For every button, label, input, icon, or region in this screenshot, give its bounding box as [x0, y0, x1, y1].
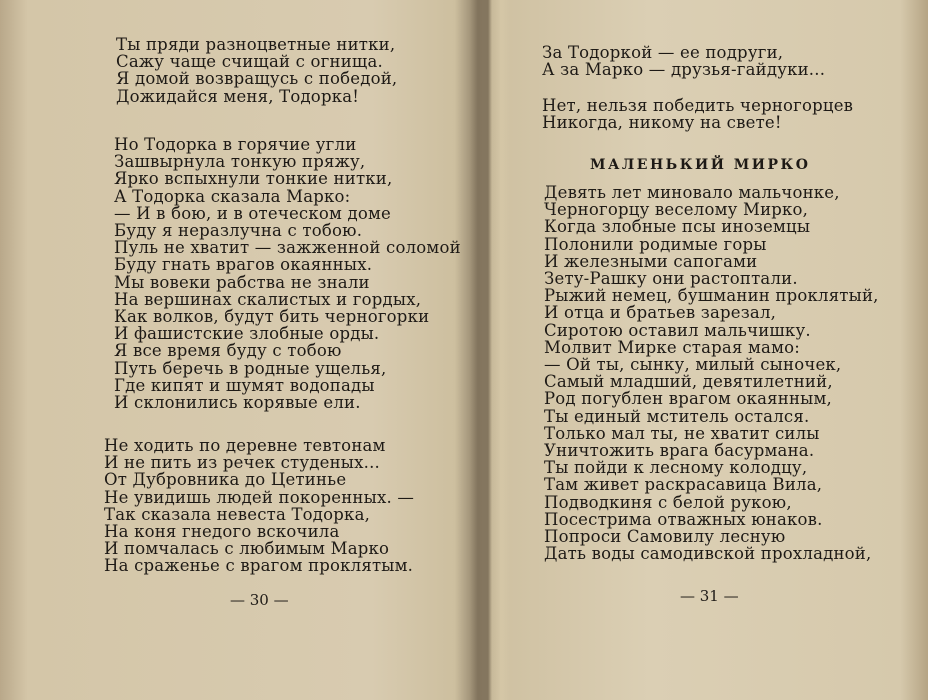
poem-line: За Тодоркой — ее подруги, [542, 43, 784, 62]
poem-line: Я домой возвращусь с победой, [116, 69, 398, 89]
poem-line: Род погублен врагом окаянным, [544, 389, 832, 409]
right-page [490, 0, 928, 700]
poem-line: Ярко вспыхнули тонкие нитки, [114, 169, 393, 189]
poem-line: Самый младший, девятилетний, [544, 372, 833, 392]
poem-line: Когда злобные псы иноземцы [544, 217, 811, 237]
poem-line: Только мал ты, не хватит силы [544, 423, 820, 443]
poem-line: Пуль не хватит — зажженной соломой [114, 238, 461, 258]
poem-line: Ты пойди к лесному колодцу, [544, 458, 808, 478]
poem-line: Как волков, будут бить черногорки [114, 307, 430, 327]
poem-line: Черногорцу веселому Мирко, [544, 200, 809, 220]
poem-line: — Ой ты, сынку, милый сыночек, [544, 355, 842, 375]
right-stanza-1 [542, 44, 825, 78]
right-stanza-2 [542, 97, 853, 131]
poem-line: И отца и братьев зарезал, [544, 303, 777, 323]
poem-line: Дать воды самодивской прохладной, [544, 544, 872, 564]
right-poem [544, 184, 879, 562]
poem-line: Мы вовеки рабства не знали [114, 272, 370, 292]
poem-line: А Тодорка сказала Марко: [114, 186, 351, 206]
poem-line: И склонились корявые ели. [114, 393, 361, 413]
poem-line: Попроси Самовилу лесную [544, 527, 786, 547]
poem-line: Девять лет миновало мальчонке, [544, 183, 840, 202]
poem-line: Так сказала невеста Тодорка, [104, 504, 371, 524]
poem-line: Нет, нельзя победить черногорцев [542, 96, 854, 115]
poem-line: Но Тодорка в горячие угли [114, 135, 357, 154]
left-stanza-3 [104, 437, 414, 575]
poem-line: Никогда, никому на свете! [542, 113, 782, 133]
poem-line: И железными сапогами [544, 251, 758, 271]
poem-line: И фашистские злобные орды. [114, 324, 380, 344]
poem-line: Дожидайся меня, Тодорка! [116, 86, 360, 106]
poem-line: От Дубровника до Цетинье [104, 470, 347, 490]
poem-line: Не ходить по деревне тевтонам [104, 436, 386, 455]
page-number-left: — 30 — [230, 591, 289, 609]
poem-line: Сиротою оставил мальчишку. [544, 320, 811, 340]
poem-line: Там живет раскрасавица Вила, [544, 475, 823, 495]
poem-line: — И в бою, и в отеческом доме [114, 203, 391, 223]
poem-line: Посестрима отважных юнаков. [544, 509, 823, 529]
poem-line: Не увидишь людей покоренных. — [104, 487, 415, 507]
poem-line: А за Марко — друзья-гайдуки... [542, 60, 826, 80]
page-number-right: — 31 — [680, 587, 739, 605]
poem-line: Зашвырнула тонкую пряжу, [114, 152, 366, 172]
poem-line: На вершинах скалистых и гордых, [114, 289, 422, 309]
poem-line: Рыжий немец, бушманин проклятый, [544, 286, 879, 306]
poem-line: Ты пряди разноцветные нитки, [116, 35, 396, 54]
poem-line: И не пить из речек студеных... [104, 453, 380, 473]
poem-line: Где кипят и шумят водопады [114, 375, 375, 395]
poem-line: Уничтожить врага басурмана. [544, 441, 815, 461]
left-stanza-2 [114, 136, 461, 411]
poem-line: Подводкиня с белой рукою, [544, 492, 792, 512]
poem-title: МАЛЕНЬКИЙ МИРКО [590, 157, 811, 173]
poem-line: И помчалась с любимым Марко [104, 539, 390, 559]
poem-line: Буду гнать врагов окаянных. [114, 255, 373, 275]
poem-line: Сажу чаще счищай с огнища. [116, 52, 383, 72]
left-stanza-1 [116, 36, 397, 105]
poem-line: Молвит Мирке старая мамо: [544, 337, 801, 357]
poem-line: Путь беречь в родные ущелья, [114, 358, 387, 378]
poem-line: Полонили родимые горы [544, 234, 767, 254]
poem-line: Ты единый мститель остался. [544, 406, 810, 426]
poem-line: На коня гнедого вскочила [104, 522, 340, 542]
poem-line: На сраженье с врагом проклятым. [104, 556, 414, 576]
poem-line: Я все время буду с тобою [114, 341, 342, 361]
poem-line: Буду я неразлучна с тобою. [114, 221, 363, 241]
poem-line: Зету-Рашку они растоптали. [544, 269, 798, 289]
